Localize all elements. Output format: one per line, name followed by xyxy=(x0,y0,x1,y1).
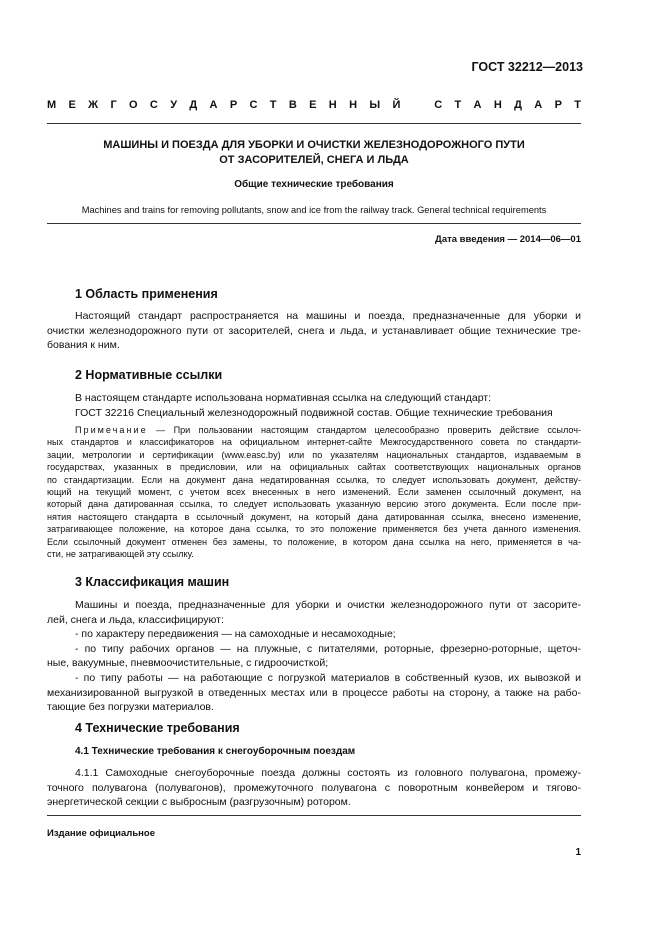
text-line: Настоящий стандарт распространяется на машины и поезда, предназначенные для уборки и xyxy=(75,310,581,322)
banner-letter: Ж xyxy=(88,99,99,111)
english-title: Machines and trains for removing pollutants, snow and ice from the railway track. General technical requirements xyxy=(81,205,547,215)
text-line: очистки железнодорожного пути от засорителей, снега и льда, и устанавливает общие технические тре- xyxy=(47,324,581,337)
banner-letter: А xyxy=(534,99,543,111)
text-line: лей, снега и льда, классифицируют: xyxy=(47,613,224,626)
section-4-1-heading: 4.1 Технические требования к снегоуборочным поездам xyxy=(75,746,356,757)
text-line: ные, вакуумные, пневмоочистительные, с гидроочисткой; xyxy=(47,657,329,670)
list-item: - по типу рабочих органов — на плужные, с питателями, роторные, фрезерно-роторные, щеточ- xyxy=(75,642,581,655)
banner-letter: О xyxy=(129,99,138,111)
note-line: нятия настоящего стандарта в ссылочный документ, на который дана датированная ссылка, внесено изменение, xyxy=(47,511,581,522)
text-line: бования к ним. xyxy=(47,339,120,352)
section-2-text xyxy=(75,391,581,420)
banner-letter: С xyxy=(249,99,258,111)
text-line: энергетической секции с выбросным (разгрузочным) ротором. xyxy=(47,796,351,809)
header-rule-bottom xyxy=(47,223,581,224)
footer-rule xyxy=(47,815,581,816)
banner-letter: Т xyxy=(574,99,581,111)
official-edition-label: Издание официальное xyxy=(47,828,155,839)
text-line: ГОСТ 32216 Специальный железнодорожный подвижной состав. Общие технические требования xyxy=(75,406,553,419)
text-line: механизированной выгрузкой в отведенных местах или в процессе работы на сторону, а также на рабо- xyxy=(47,686,581,699)
note-line: по стандартизации. Если на документ дана недатированная ссылка, то следует использовать документ, действу- xyxy=(47,474,581,485)
section-1-heading: 1 Область применения xyxy=(75,287,218,301)
section-4-text xyxy=(47,766,581,810)
page-number: 1 xyxy=(575,847,581,858)
note-line: зации, метрологии и сертификации (www.easc.by) или по указателям национальных стандартов, издаваемым в xyxy=(47,449,581,460)
section-1-text xyxy=(47,309,581,353)
text-line: точного полувагона (полувагонов), промежуточного полувагона с поворотным конвейером и тягово- xyxy=(47,781,581,794)
text-line: 4.1.1 Самоходные снегоуборочные поезда должны состоять из головного полувагона, промежу- xyxy=(75,767,581,779)
banner-letter: Г xyxy=(110,99,117,111)
banner-letter: Е xyxy=(309,99,317,111)
document-title xyxy=(47,138,581,168)
list-item: - по типу работы — на работающие с погрузкой материалов в собственный кузов, их вывозкой и xyxy=(75,671,581,684)
banner-letter: Т xyxy=(454,99,462,111)
title-line-1: МАШИНЫ И ПОЕЗДА ДЛЯ УБОРКИ И ОЧИСТКИ ЖЕЛЕЗНОДОРОЖНОГО ПУТИ xyxy=(103,139,525,151)
header-rule-top xyxy=(47,123,581,124)
note-line: Если ссылочный документ отменен без замены, то положение, в котором дана ссылка на него, применяется в ча- xyxy=(47,536,581,547)
banner-letter: А xyxy=(473,99,482,111)
banner-letter: Д xyxy=(514,99,522,111)
title-line-2: ОТ ЗАСОРИТЕЛЕЙ, СНЕГА И ЛЬДА xyxy=(219,154,409,166)
text-line: тающие без погрузки материалов. xyxy=(47,701,214,714)
banner-letter: Е xyxy=(68,99,76,111)
section-4-heading: 4 Технические требования xyxy=(75,721,240,735)
note-line: который дана датированная ссылка, то следует использовать указанную версию этого документа. Если после при- xyxy=(47,499,581,510)
banner-letter: Н xyxy=(349,99,358,111)
banner-letter: Р xyxy=(554,99,562,111)
note-first-line xyxy=(47,424,581,436)
banner-letter: В xyxy=(288,99,297,111)
introduction-date: Дата введения — 2014—06—01 xyxy=(435,234,581,245)
text-line: Машины и поезда, предназначенные для уборки и очистки железнодорожного пути от засорите- xyxy=(75,599,581,611)
banner-letter: Д xyxy=(189,99,198,111)
banner-letter: Р xyxy=(229,99,238,111)
banner-letter: А xyxy=(209,99,218,111)
banner-letter: Т xyxy=(269,99,277,111)
note-line: государствах, указанных в предисловии, или на официальных сайтах соответствующих национальных органов xyxy=(47,462,581,473)
note-line: сти, не затрагивающей эту ссылку. xyxy=(47,549,194,560)
document-code: ГОСТ 32212—2013 xyxy=(471,60,583,74)
note-line: ющий на текущий момент, с учетом всех внесенных в него изменений. Если заменен ссылочный документ, на xyxy=(47,487,581,498)
note-line: ных стандартов и классификаторов на официальном интернет-сайте Межгосударственного совета по стандарти- xyxy=(47,437,581,448)
interstate-standard-banner xyxy=(47,99,581,111)
banner-letter: Н xyxy=(493,99,502,111)
banner-letter: Й xyxy=(392,99,401,111)
banner-letter: С xyxy=(149,99,158,111)
note-line: затрагивающее положение, на которое дана ссылка, то это положение применяется без учета данного изменения. xyxy=(47,524,581,535)
banner-letter: Ы xyxy=(369,99,381,111)
note-label: Примечание xyxy=(75,425,148,435)
document-subtitle: Общие технические требования xyxy=(234,179,394,190)
section-3-heading: 3 Классификация машин xyxy=(75,575,230,589)
section-2-heading: 2 Нормативные ссылки xyxy=(75,368,223,382)
list-item: - по характеру передвижения — на самоходные и несамоходные; xyxy=(75,628,396,641)
banner-letter: У xyxy=(170,99,178,111)
section-3-text xyxy=(47,598,581,715)
banner-letter: М xyxy=(47,99,57,111)
banner-letter: С xyxy=(434,99,443,111)
section-2-note xyxy=(47,424,581,560)
banner-letter xyxy=(413,99,422,111)
note-first-text: — При пользовании настоящим стандартом целесообразно проверить действие ссылоч- xyxy=(147,425,581,435)
text-line: В настоящем стандарте использована нормативная ссылка на следующий стандарт: xyxy=(75,392,492,404)
banner-letter: Н xyxy=(328,99,337,111)
